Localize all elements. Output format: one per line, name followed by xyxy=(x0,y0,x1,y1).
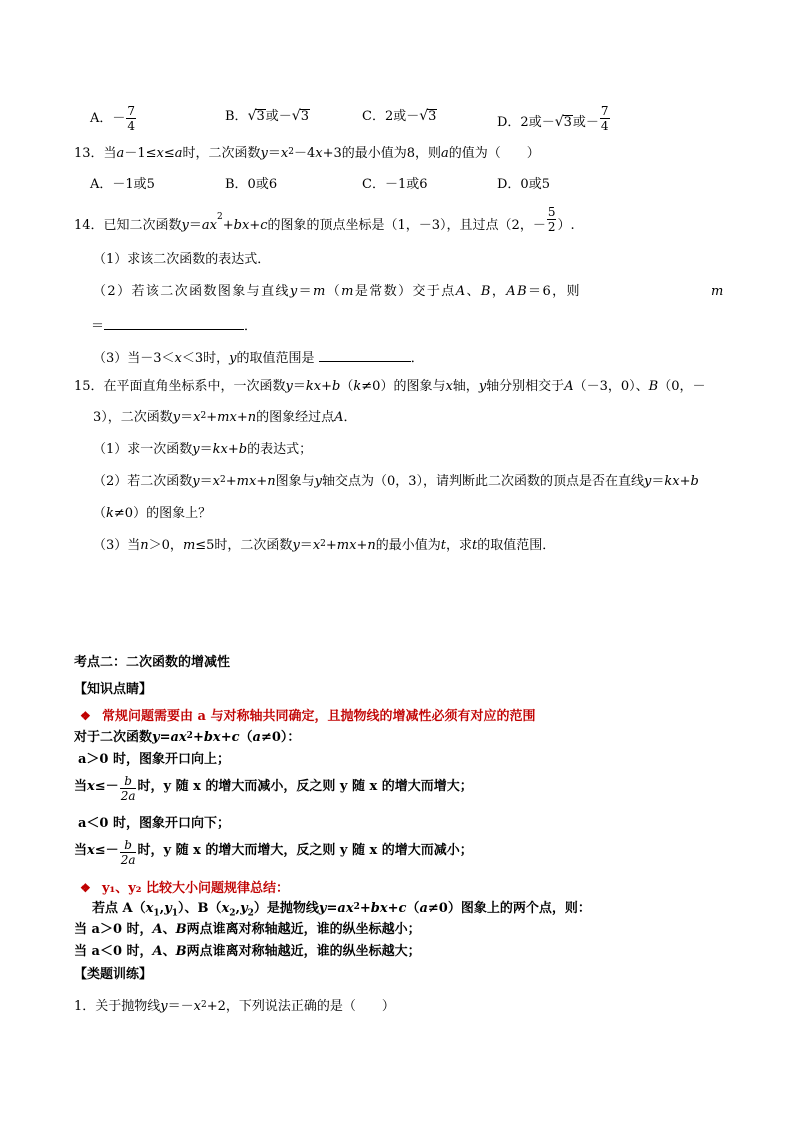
training-q1: 1．关于抛物线$y=-x^2+2$，下列说法正确的是（ ） xyxy=(74,999,395,1014)
a-negative-line: a＜0 时，图象开口向下； xyxy=(78,816,230,831)
q15-stem-line2: 3），二次函数$y=x^2+mx+n$的图象经过点A． xyxy=(93,410,357,425)
q14-part2-line1: （2）若该二次函数图象与直线y＝m（m是常数）交于点A、B，AB＝6，则 xyxy=(93,284,581,299)
knowledge-heading: 【知识点睛】 xyxy=(74,682,153,697)
section2-title: 考点二：二次函数的增减性 xyxy=(74,655,231,670)
note1: ❖ 常规问题需要由 a 与对称轴共同确定，且抛物线的增减性必须有对应的范围 xyxy=(80,709,536,724)
q13-stem: 13．当a－1≤x≤a时，二次函数$y=x^2-4x+3$的最小值为8，则a的值为（ ） xyxy=(74,146,540,161)
a-positive-line: a＞0 时，图象开口向上； xyxy=(78,752,230,767)
q13-option-a[interactable]: A．－1或5 xyxy=(90,177,155,192)
training-heading: 【类题训练】 xyxy=(74,967,153,982)
q13-option-c[interactable]: C．－1或6 xyxy=(362,177,428,192)
q14-part3-answer-blank[interactable] xyxy=(319,347,411,362)
q13-option-d[interactable]: D．0或5 xyxy=(497,177,550,192)
q15-part2-line2: （k≠0）的图象上？ xyxy=(93,506,212,521)
q15-part3: （3）当n＞0，m≤5时，二次函数$y=x^2+mx+n$的最小值为t，求t的取值范围． xyxy=(93,538,556,553)
q12-option-a[interactable]: A．－ $\frac{7}{4}$ xyxy=(90,104,136,133)
diamond-bullet-icon-2: ❖ xyxy=(80,881,91,895)
q12-options-row xyxy=(90,104,137,133)
q12-option-c[interactable]: C．2或－√3 xyxy=(362,108,437,124)
q12-option-d[interactable]: D．2或－√3或－ $\frac{7}{4}$ xyxy=(497,104,609,133)
rule-a-negative: 当 a＜0 时，A、B两点谁离对称轴越近，谁的纵坐标越大； xyxy=(74,944,421,959)
q15-stem-line1: 15．在平面直角坐标系中，一次函数y＝kx+b（k≠0）的图象与x轴，y轴分别相交于A（－3，0）、B（0，－ xyxy=(74,379,706,394)
q15-part1: （1）求一次函数y＝kx+b的表达式； xyxy=(93,442,313,457)
q14-part3: （3）当－3＜x＜3时，y的取值范围是 ． xyxy=(93,347,424,367)
rule-a-positive: 当 a＞0 时，A、B两点谁离对称轴越近，谁的纵坐标越小； xyxy=(74,922,421,937)
a-negative-rule: 当x≤－ $\frac{b}{2a}$ 时，y 随 x 的增大而增大，反之则 y 随 x 的增大而减小； xyxy=(74,838,473,867)
q14-part2-m: m xyxy=(711,284,724,299)
diamond-bullet-icon: ❖ xyxy=(80,709,91,723)
q14-stem: 14．已知二次函数$y=ax^2+bx+c$的图象的顶点坐标是（1，－3），且过点（2，－ $\frac{5}{2}$ ）. xyxy=(74,205,575,234)
points-line: 若点 $A(x_1,y_1)$、$B(x_2,y_2)$是抛物线$y=ax^2+bx+c(a\ne 0)$图象上的两个点，则： xyxy=(92,901,591,919)
q15-part2-line1: （2）若二次函数$y=x^2+mx+n$图象与y轴交点为（0，3），请判断此二次函数的顶点是否在直线y＝kx+b xyxy=(93,474,699,489)
a-positive-rule: 当x≤－ $\frac{b}{2a}$ 时，y 随 x 的增大而减小，反之则 y 随 x 的增大而增大； xyxy=(74,774,473,803)
q14-part2-line2: ＝ ． xyxy=(91,315,257,335)
q14-part1: （1）求该二次函数的表达式． xyxy=(93,252,271,267)
definition-line: 对于二次函数$y=ax^2+bx+c(a\ne 0)$： xyxy=(74,730,301,745)
q13-option-b[interactable]: B．0或6 xyxy=(225,177,278,192)
note2: ❖ y₁、y₂ 比较大小问题规律总结： xyxy=(80,881,290,896)
q14-part2-answer-blank[interactable] xyxy=(104,315,244,330)
q12-option-b[interactable]: B．√3或－√3 xyxy=(225,108,309,124)
